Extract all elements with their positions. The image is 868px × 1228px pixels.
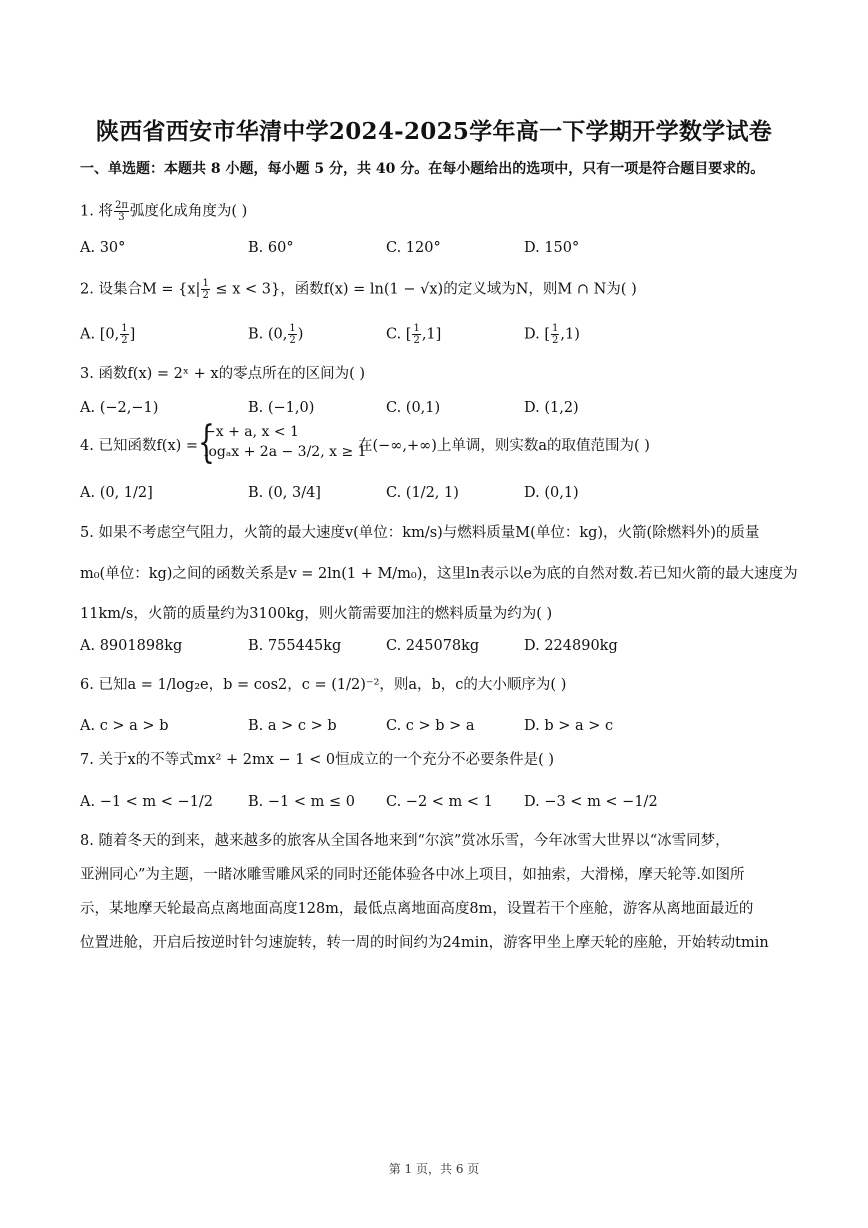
page-title: 陕西省西安市华清中学2024-2025学年高一下学期开学数学试卷 xyxy=(95,118,773,145)
q7-option-a: A. −1 < m < −1/2 xyxy=(80,794,214,810)
q1-option-a: A. 30° xyxy=(80,240,126,256)
q4-option-c: C. (1/2, 1) xyxy=(386,485,459,501)
q2-option-c: C. [ $\frac{1}{2}$ ,1] xyxy=(386,323,442,346)
q4-option-a: A. (0, 1/2] xyxy=(80,485,153,501)
q6-option-d: D. b > a > c xyxy=(524,718,614,734)
section-heading: 一、单选题：本题共 8 小题，每小题 5 分，共 40 分。在每小题给出的选项中，只有一项是符合题目要求的。 xyxy=(80,161,765,177)
question-8-line-2: 亚洲同心”为主题，一睹冰雕雪雕风采的同时还能体验各中冰上项目，如抽索，大滑梯，摩天轮等.如图所 xyxy=(80,867,745,883)
q5-option-d: D. 224890kg xyxy=(524,638,618,654)
q4-option-d: D. (0,1) xyxy=(524,485,579,501)
q3-option-b: B. (−1,0) xyxy=(248,400,315,416)
fraction: $\frac{2\pi}{3}$ xyxy=(114,200,128,223)
q1-option-d: D. 150° xyxy=(524,240,580,256)
q1-option-b: B. 60° xyxy=(248,240,294,256)
q2-option-a: A. [0, $\frac{1}{2}$ ] xyxy=(80,323,136,346)
q5-option-c: C. 245078kg xyxy=(386,638,480,654)
q2-option-b: B. (0, $\frac{1}{2}$ ) xyxy=(248,323,304,346)
q4-option-b: B. (0, 3/4] xyxy=(248,485,321,501)
question-5-line-3: 11km/s，火箭的质量约为3100kg，则火箭需要加注的燃料质量为约为( ) xyxy=(80,606,553,622)
q3-option-c: C. (0,1) xyxy=(386,400,441,416)
q7-option-b: B. −1 < m ≤ 0 xyxy=(248,794,355,810)
question-2: 2. 设集合M = {x| $\frac{1}{2}$ ≤ x < 3}，函数f(x) = ln(1 − √x)的定义域为N，则M ∩ N为( ) xyxy=(80,278,637,301)
question-1: 1. 将 $\frac{2\pi}{3}$ 弧度化成角度为( ) xyxy=(80,200,248,223)
q6-option-a: A. c > a > b xyxy=(80,718,169,734)
page-footer: 第 1 页，共 6 页 xyxy=(388,1162,480,1176)
question-5-line-2: m₀(单位：kg)之间的函数关系是v = 2ln(1 + M/m₀)，这里ln表示以e为底的自然对数.若已知火箭的最大速度为 xyxy=(80,566,798,582)
q5-option-b: B. 755445kg xyxy=(248,638,342,654)
piecewise-brace: { xyxy=(198,417,215,468)
q5-option-a: A. 8901898kg xyxy=(80,638,183,654)
q1-option-c: C. 120° xyxy=(386,240,441,256)
question-3: 3. 函数f(x) = 2ˣ + x的零点所在的区间为( ) xyxy=(80,366,366,382)
question-8-line-3: 示，某地摩天轮最高点离地面高度128m，最低点离地面高度8m，设置若干个座舱，游客从离地面最近的 xyxy=(80,901,754,917)
piecewise-function: −x + a, x < 1 logₐx + 2a − 3/2, x ≥ 1 xyxy=(204,424,367,460)
q6-option-b: B. a > c > b xyxy=(248,718,337,734)
question-5-line-1: 5. 如果不考虑空气阻力，火箭的最大速度v(单位：km/s)与燃料质量M(单位：kg)，火箭(除燃料外)的质量 xyxy=(80,525,760,541)
question-7: 7. 关于x的不等式mx² + 2mx − 1 < 0恒成立的一个充分不必要条件是( ) xyxy=(80,752,554,768)
question-8-line-1: 8. 随着冬天的到来，越来越多的旅客从全国各地来到“尔滨”赏冰乐雪，今年冰雪大世界以“冰雪同梦， xyxy=(80,833,730,849)
q7-option-c: C. −2 < m < 1 xyxy=(386,794,493,810)
q3-option-d: D. (1,2) xyxy=(524,400,579,416)
question-8-line-4: 位置进舱，开启后按逆时针匀速旋转，转一周的时间约为24min，游客甲坐上摩天轮的座舱，开始转动tmin xyxy=(80,935,769,951)
q3-option-a: A. (−2,−1) xyxy=(80,400,159,416)
question-4-lead: 4. 已知函数f(x) = xyxy=(80,438,199,454)
q2-option-d: D. [ $\frac{1}{2}$ ,1) xyxy=(524,323,580,346)
q6-option-c: C. c > b > a xyxy=(386,718,475,734)
fraction: $\frac{1}{2}$ xyxy=(202,278,209,301)
q7-option-d: D. −3 < m < −1/2 xyxy=(524,794,658,810)
question-4-tail: 在(−∞,+∞)上单调，则实数a的取值范围为( ) xyxy=(358,438,650,454)
question-6: 6. 已知a = 1/log₂e，b = cos2，c = (1/2)⁻²，则a，b，c的大小顺序为( ) xyxy=(80,677,567,693)
